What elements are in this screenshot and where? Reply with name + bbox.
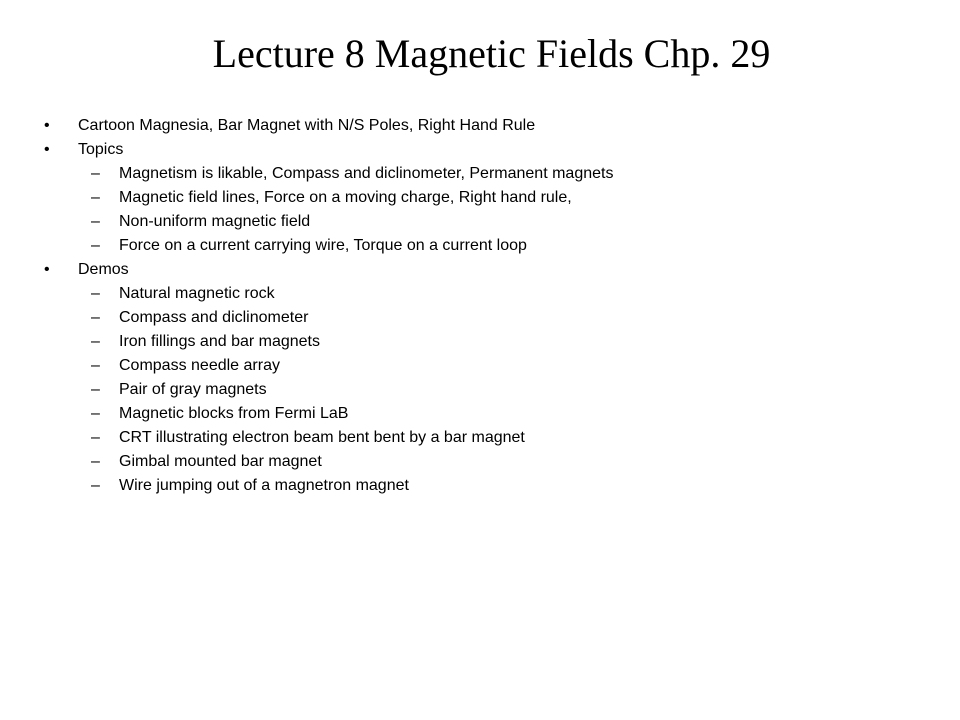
bullet-text: Demos [78, 261, 129, 278]
sub-item [0, 402, 960, 426]
sub-item-text: Force on a current carrying wire, Torque on a current loop [119, 237, 527, 254]
sub-item [0, 282, 960, 306]
dash-marker: – [91, 309, 100, 326]
sub-item-text: Magnetism is likable, Compass and diclinometer, Permanent magnets [119, 165, 614, 182]
dash-marker: – [91, 237, 100, 254]
sub-item [0, 306, 960, 330]
sub-item-text: Iron fillings and bar magnets [119, 333, 320, 350]
dash-marker: – [91, 477, 100, 494]
sub-item-text: Compass needle array [119, 357, 280, 374]
dash-marker: – [91, 429, 100, 446]
dash-marker: – [91, 357, 100, 374]
dash-marker: – [91, 189, 100, 206]
sub-item-text: Magnetic field lines, Force on a moving charge, Right hand rule, [119, 189, 572, 206]
bullet-marker: • [44, 261, 50, 278]
bullet-item [0, 258, 960, 282]
sub-item-text: Pair of gray magnets [119, 381, 267, 398]
sub-item [0, 186, 960, 210]
dash-marker: – [91, 381, 100, 398]
bullet-item [0, 114, 960, 138]
bullet-list [0, 114, 960, 498]
sub-item-text: Compass and diclinometer [119, 309, 309, 326]
dash-marker: – [91, 453, 100, 470]
bullet-text: Cartoon Magnesia, Bar Magnet with N/S Poles, Right Hand Rule [78, 117, 536, 134]
sub-item [0, 162, 960, 186]
dash-marker: – [91, 405, 100, 422]
sub-item [0, 210, 960, 234]
sub-item [0, 234, 960, 258]
bullet-text: Topics [78, 141, 124, 158]
sub-item [0, 378, 960, 402]
dash-marker: – [91, 213, 100, 230]
bullet-marker: • [44, 141, 50, 158]
dash-marker: – [91, 285, 100, 302]
sub-item [0, 426, 960, 450]
dash-marker: – [91, 165, 100, 182]
bullet-marker: • [44, 117, 50, 134]
dash-marker: – [91, 333, 100, 350]
sub-item-text: Non-uniform magnetic field [119, 213, 311, 230]
sub-item-text: Gimbal mounted bar magnet [119, 453, 322, 470]
sub-item-text: Natural magnetic rock [119, 285, 275, 302]
sub-item-text: CRT illustrating electron beam bent bent by a bar magnet [119, 429, 525, 446]
sub-item [0, 330, 960, 354]
sub-item-text: Magnetic blocks from Fermi LaB [119, 405, 349, 422]
slide-title: Lecture 8 Magnetic Fields Chp. 29 [212, 31, 771, 76]
sub-item-text: Wire jumping out of a magnetron magnet [119, 477, 409, 494]
sub-item [0, 354, 960, 378]
sub-item [0, 474, 960, 498]
bullet-item [0, 138, 960, 162]
sub-item [0, 450, 960, 474]
